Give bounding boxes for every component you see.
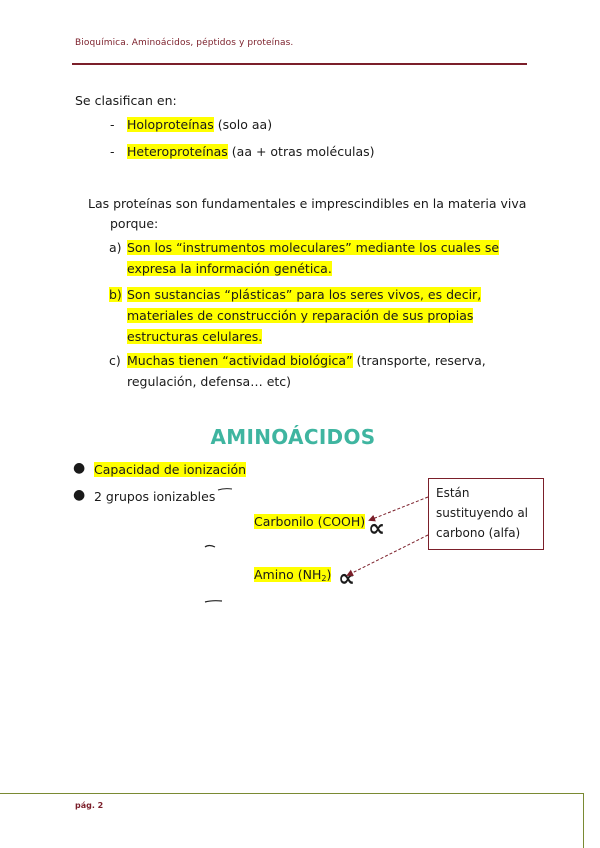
bullet-dot: ●: [73, 487, 86, 503]
bullet-dot: ●: [73, 460, 86, 476]
handwritten-stroke: [218, 489, 232, 490]
page-number: pág. 2: [75, 801, 104, 810]
list-item: [127, 141, 375, 162]
arrow-to-amino: [348, 535, 428, 575]
bullet-text: Capacidad de ionización: [94, 462, 247, 477]
header-divider: [72, 63, 527, 65]
list-marker-c: c): [109, 353, 121, 368]
list-item: [127, 284, 481, 347]
item-line-rest: (transporte, reserva,: [352, 353, 486, 368]
callout-arrows: [340, 495, 440, 585]
list-marker-a: a): [109, 240, 122, 255]
dash-marker: -: [110, 144, 115, 159]
list-item: [127, 114, 272, 135]
amino-subscript: 2: [321, 574, 327, 583]
dash-marker: -: [110, 117, 115, 132]
amino-prefix: Amino (NH: [254, 567, 322, 582]
term-description: (solo aa): [213, 117, 273, 132]
section-heading: AMINOÁCIDOS: [210, 425, 376, 449]
handwritten-marks: [200, 480, 260, 620]
classification-intro: Se clasifican en:: [75, 93, 177, 108]
bullet-item: [94, 459, 246, 480]
item-line: expresa la información genética.: [127, 261, 332, 276]
alpha-symbol: ∝: [338, 564, 356, 592]
list-marker-b: [109, 284, 122, 305]
importance-intro-line2: porque:: [110, 216, 159, 231]
footer-divider-vertical: [583, 793, 584, 848]
bullet-text: 2 grupos ionizables: [94, 489, 216, 504]
bullet-item: [94, 486, 215, 507]
handwritten-stroke: [205, 546, 215, 548]
list-item: [110, 114, 115, 135]
item-line: regulación, defensa… etc): [127, 374, 292, 389]
item-line: Son los “instrumentos moleculares” mediante los cuales se: [127, 240, 500, 255]
handwritten-stroke: [205, 601, 222, 602]
list-item: [127, 350, 486, 392]
term-description: (aa + otras moléculas): [227, 144, 375, 159]
list-item: [127, 237, 499, 279]
item-line: Muchas tienen “actividad biológica”: [127, 353, 353, 368]
running-header: Bioquímica. Aminoácidos, péptidos y proteínas.: [75, 38, 294, 48]
footer-divider: [0, 793, 584, 794]
item-line: materiales de construcción y reparación de sus propias: [127, 308, 474, 323]
arrow-to-carboxyl: [370, 497, 428, 520]
highlighted-term: Holoproteínas: [127, 117, 214, 132]
amino-group: [254, 564, 331, 589]
marker-text: b): [109, 287, 122, 302]
group-label: [254, 567, 331, 582]
item-line: Son sustancias “plásticas” para los seres vivos, es decir,: [127, 287, 482, 302]
highlighted-term: Heteroproteínas: [127, 144, 228, 159]
callout-box: Están sustituyendo al carbono (alfa): [428, 478, 544, 550]
list-item: [110, 141, 115, 162]
alpha-symbol: ∝: [368, 514, 386, 542]
item-line: estructuras celulares.: [127, 329, 263, 344]
group-label: Carbonilo (COOH): [254, 514, 366, 529]
amino-suffix: ): [326, 567, 332, 582]
importance-intro-line1: Las proteínas son fundamentales e imprescindibles en la materia viva: [88, 196, 527, 211]
